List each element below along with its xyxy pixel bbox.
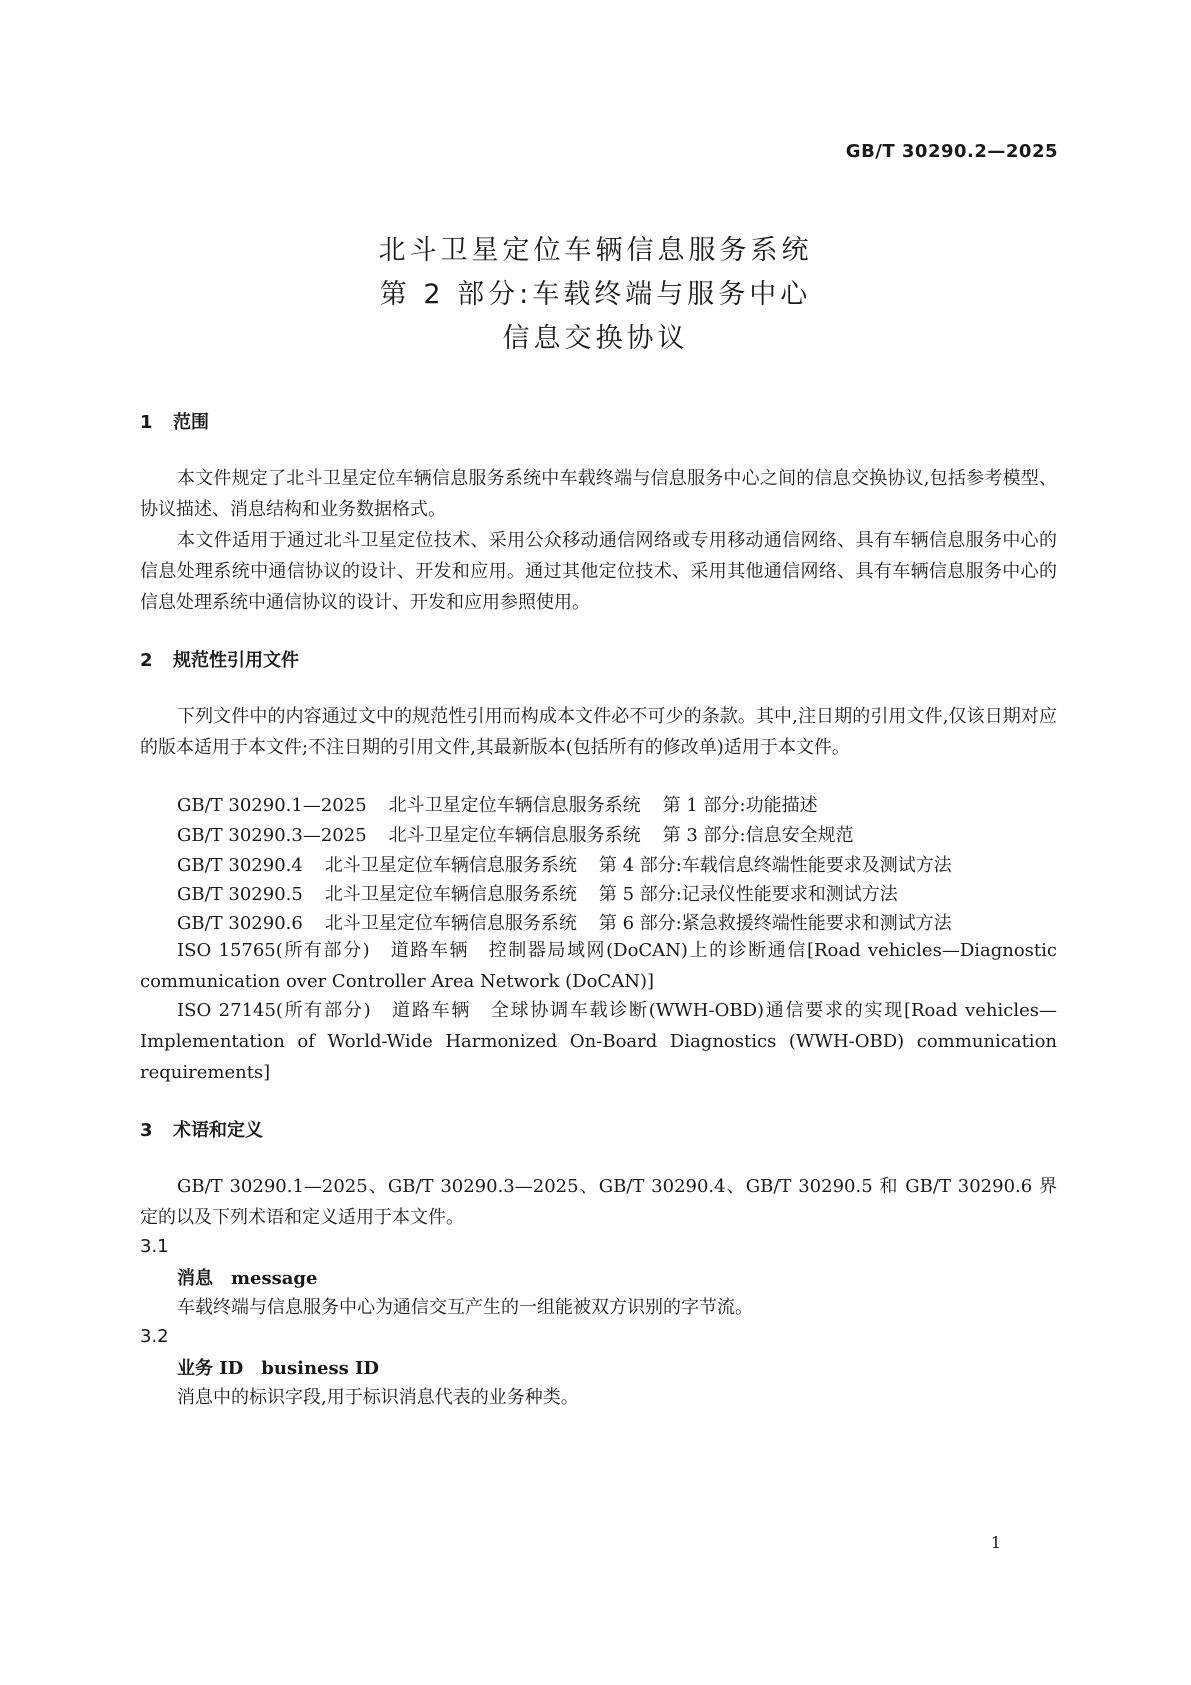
term-zh: 业务 ID [177, 1358, 244, 1379]
term-number: 3.2 [140, 1326, 169, 1347]
reference-iso-15765: ISO 15765(所有部分) 道路车辆 控制器局域网(DoCAN)上的诊断通信[Road vehicles—Diagnostic communication over Controller Area Network (DoCAN)] [140, 940, 1057, 992]
term-definition: 车载终端与信息服务中心为通信交互产生的一组能被双方识别的字节流。 [177, 1297, 753, 1318]
section-3-heading [140, 1116, 263, 1142]
section-number: 1 [140, 412, 153, 433]
term-name [177, 1354, 379, 1380]
term-zh: 消息 [177, 1268, 213, 1289]
section-title: 规范性引用文件 [173, 650, 299, 671]
section-number: 2 [140, 650, 153, 671]
document-title-line-1: 北斗卫星定位车辆信息服务系统 [378, 235, 813, 266]
section-title: 范围 [173, 412, 209, 433]
document-title-line-3: 信息交换协议 [502, 323, 689, 354]
page-number: 1 [990, 1533, 1001, 1552]
normative-references-intro: 下列文件中的内容通过文中的规范性引用而构成本文件必不可少的条款。其中,注日期的引用文件,仅该日期对应的版本适用于本文件;不注日期的引用文件,其最新版本(包括所有的修改单)适用于本文件。 [140, 706, 1057, 758]
standard-code-header: GB/T 30290.2—2025 [845, 141, 1058, 162]
section-number: 3 [140, 1120, 153, 1141]
reference-item: GB/T 30290.1—2025 北斗卫星定位车辆信息服务系统 第 1 部分:功能描述 [177, 795, 818, 816]
reference-item: GB/T 30290.3—2025 北斗卫星定位车辆信息服务系统 第 3 部分:信息安全规范 [177, 825, 854, 846]
term-en: message [231, 1268, 318, 1289]
section-1-heading [140, 408, 209, 434]
term-en: business ID [261, 1358, 380, 1379]
reference-item: GB/T 30290.4 北斗卫星定位车辆信息服务系统 第 4 部分:车载信息终端性能要求及测试方法 [177, 855, 952, 876]
term-definition: 消息中的标识字段,用于标识消息代表的业务种类。 [177, 1387, 579, 1408]
section-title: 术语和定义 [173, 1120, 263, 1141]
scope-paragraph-2: 本文件适用于通过北斗卫星定位技术、采用公众移动通信网络或专用移动通信网络、具有车辆信息服务中心的信息处理系统中通信协议的设计、开发和应用。通过其他定位技术、采用其他通信网络、具有车辆信息服务中心的信息处理系统中通信协议的设计、开发和应用参照使用。 [140, 530, 1057, 613]
reference-item: GB/T 30290.6 北斗卫星定位车辆信息服务系统 第 6 部分:紧急救援终端性能要求和测试方法 [177, 913, 952, 934]
scope-paragraph-1: 本文件规定了北斗卫星定位车辆信息服务系统中车载终端与信息服务中心之间的信息交换协议,包括参考模型、协议描述、消息结构和业务数据格式。 [140, 468, 1057, 520]
reference-item: GB/T 30290.5 北斗卫星定位车辆信息服务系统 第 5 部分:记录仪性能要求和测试方法 [177, 884, 898, 905]
term-name [177, 1264, 317, 1290]
document-title-line-2: 第 2 部分:车载终端与服务中心 [379, 279, 812, 310]
terms-intro: GB/T 30290.1—2025、GB/T 30290.3—2025、GB/T 30290.4、GB/T 30290.5 和 GB/T 30290.6 界定的以及下列术语和定义适用于本文件。 [140, 1176, 1057, 1228]
term-number: 3.1 [140, 1236, 169, 1257]
section-2-heading [140, 646, 299, 672]
reference-iso-27145: ISO 27145(所有部分) 道路车辆 全球协调车载诊断(WWH-OBD)通信要求的实现[Road vehicles—Implementation of World-Wide Harmonized On-Board Diagnostics (WWH-OBD) communication requirements] [140, 1000, 1057, 1083]
